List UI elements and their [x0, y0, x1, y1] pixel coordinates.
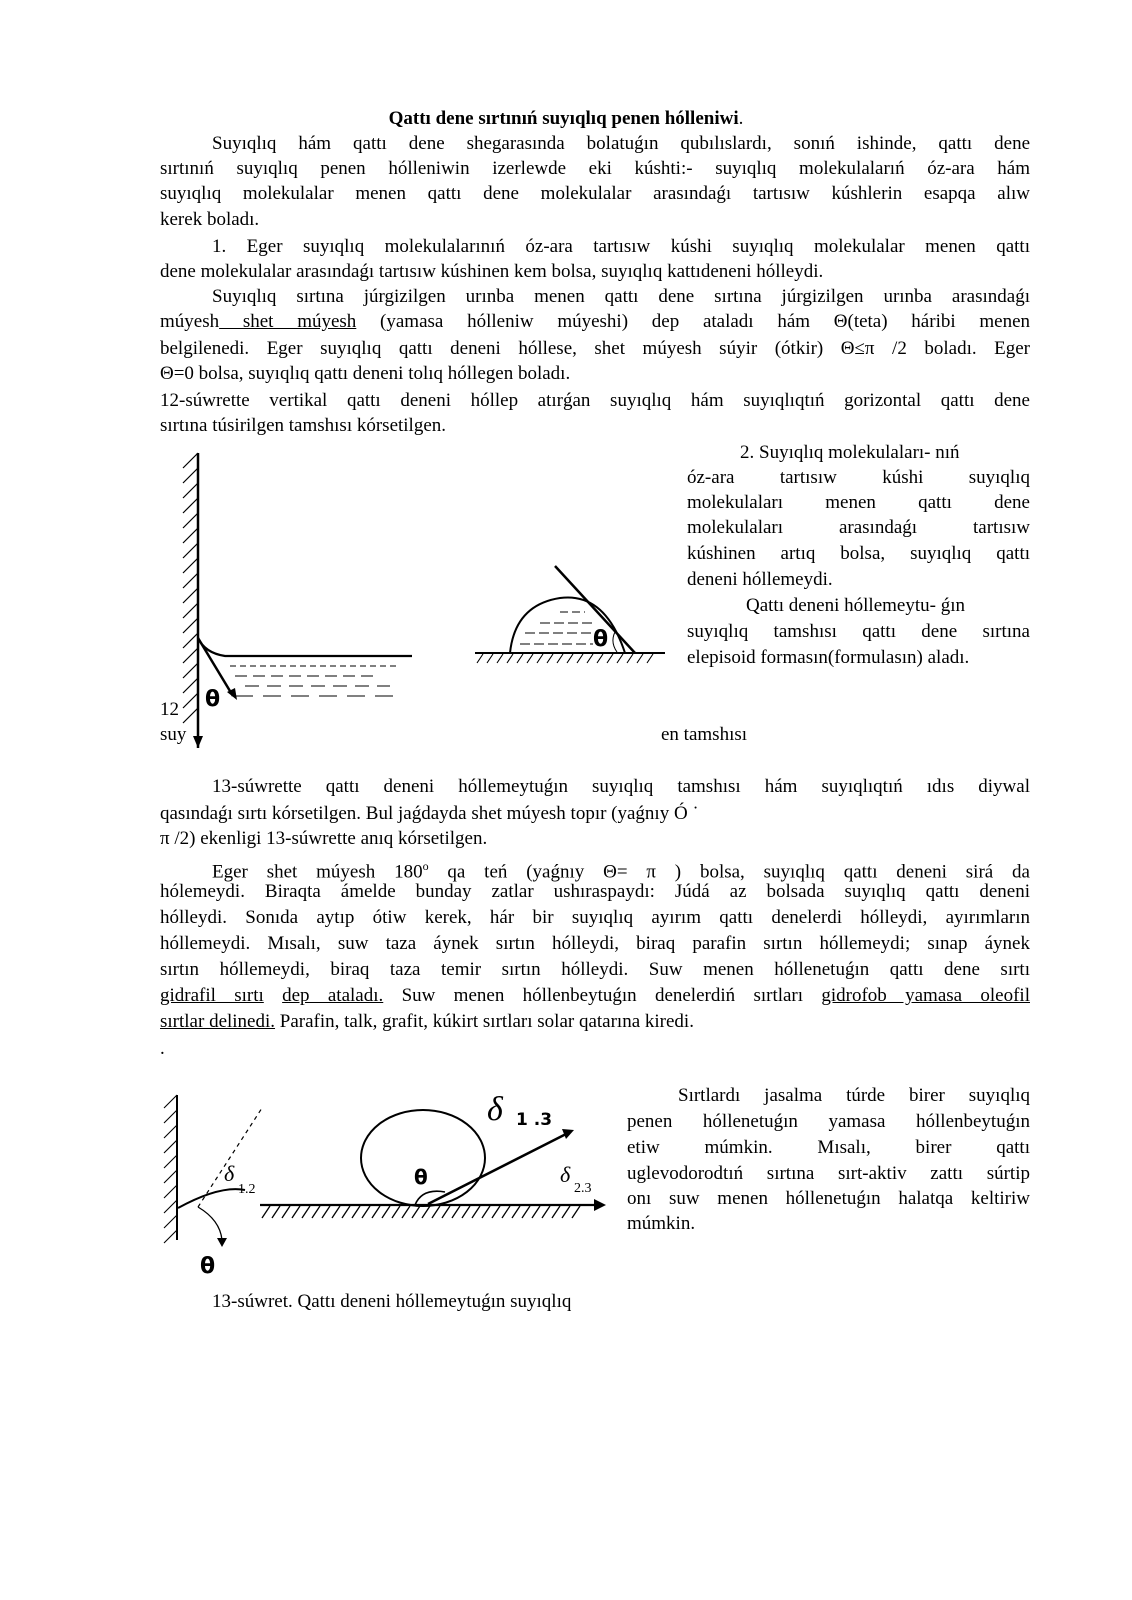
delta-12-symbol: δ [224, 1161, 235, 1186]
para3-line2-pre: múyesh [160, 311, 220, 332]
fig13-tangent-vector [428, 1132, 570, 1204]
para6-line1-a: Eger shet múyesh 180 [212, 861, 423, 883]
para6-dot: . [160, 1038, 165, 1059]
para6-line6 [160, 983, 1030, 1009]
side1-line3: molekulaları menen qattı dene [687, 492, 1030, 513]
side1-line7: Qattı deneni hóllemeytu- ǵın [746, 595, 965, 616]
side2-line2: penen hóllenetuǵın yamasa hóllenbeytuǵın [627, 1111, 1030, 1132]
para5-line3: π /2) ekenligi 13-súwrette anıq kórsetilgen. [160, 828, 488, 849]
fig12-caption-left-1: 12 [160, 699, 179, 720]
fig12-caption-left-2: suy [160, 724, 187, 745]
side2-line5: onı suw menen hóllenetuǵın halatqa keltiriw [627, 1188, 1030, 1209]
side2-line1: Sırtlardı jasalma túrde birer suyıqlıq [678, 1085, 1030, 1106]
para4-line2: sırtına túsirilgen tamshısı kórsetilgen. [160, 415, 447, 436]
liquid-surface [198, 638, 412, 656]
drop-dashes [520, 612, 593, 644]
shet-muyesh-term: shet múyesh [219, 311, 357, 332]
figure-12-wall-diagram [175, 448, 415, 753]
side2-line3: etiw múmkin. Mısalı, birer qattı [627, 1137, 1030, 1158]
sirtlar-delinedi-term: sırtlar delinedi. [160, 1011, 276, 1032]
para1-line2: sırtınıń suyıqlıq penen hólleniwin izerlewde eki kúshti:- suyıqlıq molekulalarıń óz-ara hám [160, 158, 1030, 179]
fig13-theta-center: θ [414, 1165, 428, 1189]
delta-13-subscript: 1 .3 [516, 1110, 553, 1130]
fig13-drop [361, 1110, 485, 1206]
fig13-surface-hatching [262, 1206, 580, 1218]
para2-line1: 1. Eger suyıqlıq molekulalarınıń óz-ara tartısıw kúshi suyıqlıq molekulalar menen qattı [212, 236, 1030, 257]
side1-line2: óz-ara tartısıw kúshi suyıqlıq [687, 467, 1030, 488]
para3-line2 [160, 309, 1030, 335]
gidrafil-term: gidrafil sırtı [160, 985, 264, 1006]
para6-line2: hólemeydi. Biraqta ámelde bunday zatlar ushıraspaydı: Júdá az bolsada suyıqlıq qattı deneni [160, 881, 1030, 902]
side1-line9: elepisoid formasın(formulasın) aladı. [687, 647, 970, 668]
fig13-caption: 13-súwret. Qattı deneni hóllemeytuǵın suyıqlıq [212, 1291, 572, 1312]
fig12-caption-right: en tamshısı [661, 724, 748, 745]
side2-last: múmkin. [627, 1213, 696, 1234]
side1-line8: suyıqlıq tamshısı qattı dene sırtına [687, 621, 1030, 642]
side2-line4: uglevodorodtıń sırtına sırt-aktiv zattı súrtip [627, 1163, 1030, 1184]
wall-arrow-head [193, 736, 203, 748]
para6-line7-post: Parafin, talk, grafit, kúkirt sırtları solar qatarına kiredi. [275, 1011, 694, 1032]
para2-line2: dene molekulalar arasındaǵı tartısıw kúshinen kem bolsa, suyıqlıq kattıdeneni hólleydi. [160, 261, 824, 282]
side1-line4: molekulaları arasındaǵı tartısıw [687, 517, 1030, 538]
para6-line6-mid: Suw menen hóllenbeytuǵın denelerdiń sırtları [383, 985, 822, 1006]
figure-12-drop-diagram [475, 560, 665, 665]
title-text: Qattı dene sırtınıń suyıqlıq penen hólleniwi [388, 108, 739, 129]
para5-line1: 13-súwrette qattı deneni hóllemeytuǵın suyıqlıq tamshısı hám suyıqlıqtıń ıdıs diywal [212, 776, 1030, 797]
para1-last: kerek boladı. [160, 209, 260, 230]
para3-line3: belgilenedi. Eger suyıqlıq qattı deneni hóllese, shet múyesh súyir (ótkir) Θ≤π /2 boladı. Eger [160, 338, 1030, 359]
liquid-dashes [230, 666, 403, 696]
fig13-theta-left: θ [200, 1254, 216, 1279]
para6-line1-b: qa teń (yaǵnıy Θ= π ) bolsa, suyıqlıq qattı deneni sirá da [428, 861, 1030, 883]
side1-line1: 2. Suyıqlıq molekulaları- nıń [740, 442, 960, 463]
para3-line4: Θ=0 bolsa, suyıqlıq qattı deneni tolıq hóllegen boladı. [160, 363, 571, 384]
drop-theta-label: θ [593, 627, 609, 652]
para3-line1: Suyıqlıq sırtına júrgizilgen urınba menen qattı dene sırtına júrgizilgen urınba arasındaǵı [212, 286, 1030, 307]
wall-hatching [183, 453, 198, 723]
para3-line2-post: (yamasa hólleniw múyeshi) dep ataladı hám Θ(teta) háribi menen [356, 311, 1031, 332]
page-title [0, 106, 1132, 132]
para4-line1: 12-súwrette vertikal qattı deneni hóllep atırǵan suyıqlıq hám suyıqlıqtıń gorizontal qattı dene [160, 390, 1030, 411]
degree-sup: o [422, 859, 429, 873]
delta-23-symbol: δ [560, 1162, 571, 1187]
delta-13-symbol: δ [487, 1091, 503, 1128]
para6-line5: sırtın hóllemeydi, biraq taza temir sırtın hólleydi. Suw menen hóllenetuǵın qattı dene sırtı [160, 959, 1030, 980]
surface-hatching [477, 654, 653, 663]
angle-arc [613, 632, 617, 652]
fig13-angle-arrow [217, 1238, 227, 1247]
para6-line7 [160, 1009, 694, 1035]
title-dot: . [738, 108, 744, 129]
para6-line4: hóllemeydi. Mısalı, suw taza áynek sırtın hólleydi, biraq parafin sırtın hóllemeydi; sınap áynek [160, 933, 1030, 954]
fig13-angle-arc [198, 1207, 222, 1240]
fig13-wall-hatching [164, 1095, 177, 1243]
para6-space [264, 985, 282, 1006]
delta-12-subscript: 1.2 [238, 1182, 256, 1197]
side1-line6: deneni hóllemeydi. [687, 569, 833, 590]
gidrofob-term: gidrofob yamasa oleofil [821, 985, 1030, 1006]
para1-line1: Suyıqlıq hám qattı dene shegarasında bolatuǵın qubılıslardı, sonıń ishinde, qattı dene [212, 133, 1030, 154]
dep-ataladi-term: dep ataladı. [282, 985, 384, 1006]
fig13-meniscus [178, 1189, 245, 1208]
fig13-surface-arrow [594, 1199, 606, 1211]
para5-line2: qasındaǵı sırtı kórsetilgen. Bul jaǵdayda shet múyesh topır (yaǵnıy Ó ˙ [160, 803, 699, 824]
delta-23-subscript: 2.3 [574, 1181, 592, 1196]
para1-line3: suyıqlıq molekulalar menen qattı dene molekulalar arasındaǵı tartısıw kúshlerin esapqa alıw [160, 183, 1030, 204]
figure-13-diagram [160, 1080, 610, 1280]
para6-line3: hólleydi. Sonıda aytıp ótiw kerek, hár bir suyıqlıq ayırım qattı denelerdi hólleydi, ayırımların [160, 907, 1030, 928]
fig12-theta-label: θ [205, 687, 221, 712]
side1-line5: kúshinen artıq bolsa, suyıqlıq qattı [687, 543, 1030, 564]
